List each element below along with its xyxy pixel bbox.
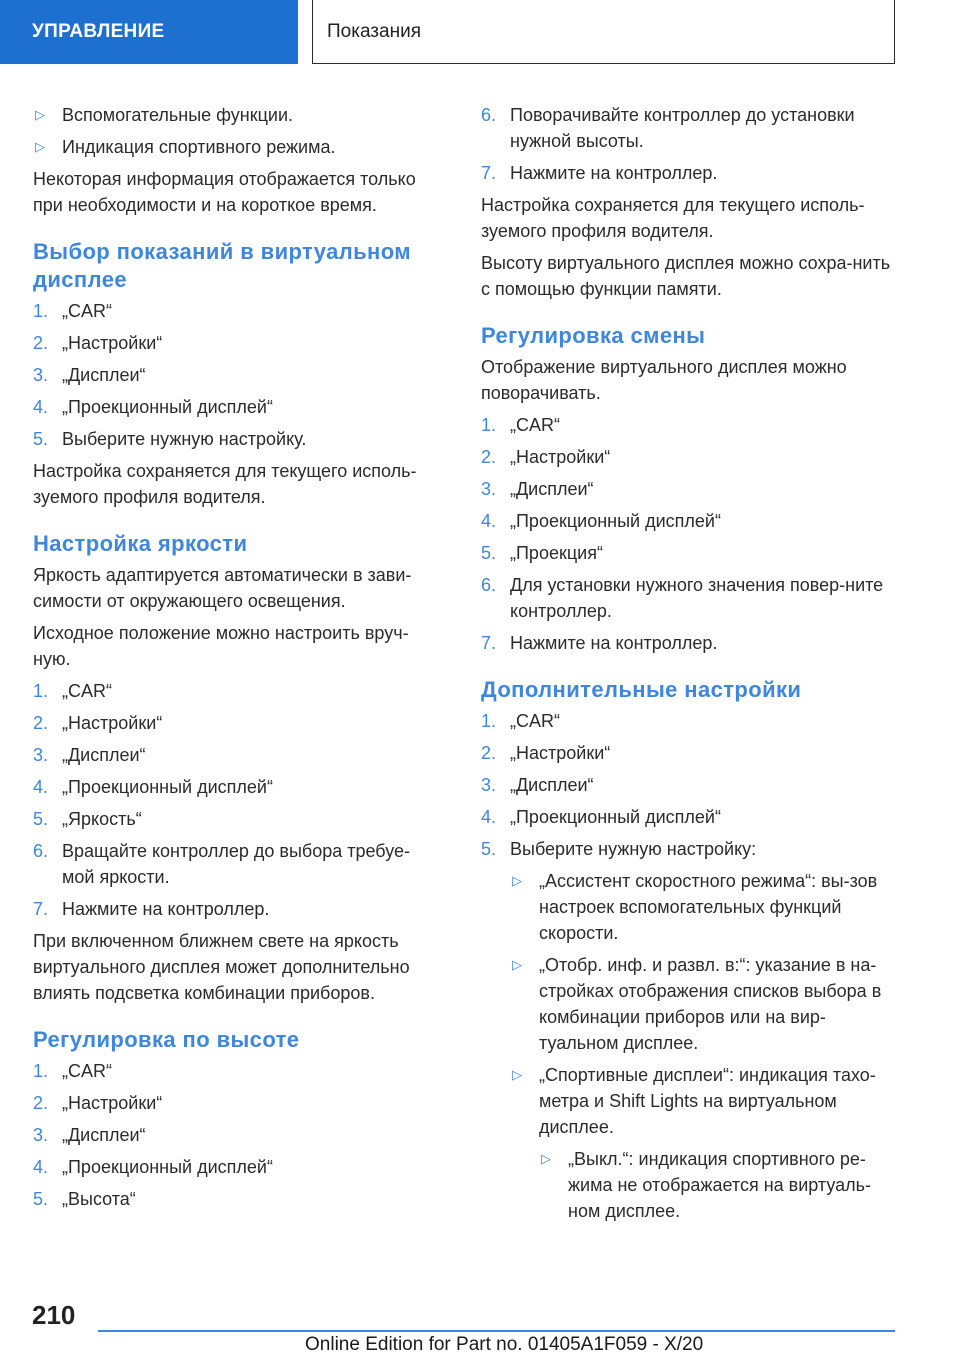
step-number: 4. <box>481 511 497 531</box>
paragraph: Настройка сохраняется для текущего исполь-зуемого профиля водителя. <box>481 195 865 241</box>
item-text: „Настройки“ <box>62 333 163 353</box>
section-heading: Регулировка смены <box>481 323 706 348</box>
numbered-step <box>33 896 438 922</box>
step-number: 3. <box>481 479 497 499</box>
item-text: Нажмите на контроллер. <box>510 163 718 183</box>
step-number: 2. <box>481 743 497 763</box>
step-number: 1. <box>33 681 49 701</box>
numbered-step <box>33 362 438 388</box>
numbered-step <box>33 1186 438 1212</box>
item-text: Выберите нужную настройку: <box>510 839 757 859</box>
numbered-step <box>33 1154 438 1180</box>
step-number: 7. <box>33 899 49 919</box>
paragraph: Высоту виртуального дисплея можно сохра-нить с помощью функции памяти. <box>481 253 891 299</box>
numbered-step <box>33 330 438 356</box>
numbered-step <box>33 1058 438 1084</box>
paragraph: При включенном ближнем свете на яркость виртуального дисплея может дополнительно влиять подсветка комбинации приборов. <box>33 931 410 1003</box>
numbered-step <box>481 708 901 734</box>
footer-divider <box>98 1330 895 1332</box>
step-number: 5. <box>33 429 49 449</box>
numbered-step <box>481 412 901 438</box>
item-text: „Проекция“ <box>510 543 603 563</box>
triangle-right-icon: ▷ <box>512 957 522 972</box>
item-text: „Дисплеи“ <box>62 1125 146 1145</box>
step-number: 2. <box>481 447 497 467</box>
numbered-step <box>33 806 438 832</box>
step-number: 2. <box>33 333 49 353</box>
numbered-step <box>481 160 901 186</box>
paragraph: Исходное положение можно настроить вруч-ную. <box>33 623 409 669</box>
step-number: 5. <box>33 809 49 829</box>
item-text: Нажмите на контроллер. <box>62 899 270 919</box>
item-text: „CAR“ <box>510 711 560 731</box>
step-number: 3. <box>33 1125 49 1145</box>
item-text: „Проекционный дисплей“ <box>62 777 273 797</box>
item-text: „CAR“ <box>510 415 560 435</box>
item-text: Выберите нужную настройку. <box>62 429 307 449</box>
item-text: „Дисплеи“ <box>510 775 594 795</box>
item-text: Вращайте контроллер до выбора требуе-мой яркости. <box>62 841 411 887</box>
item-text: „Проекционный дисплей“ <box>510 807 721 827</box>
numbered-step <box>481 630 901 656</box>
right-column <box>481 102 901 1230</box>
paragraph: Настройка сохраняется для текущего исполь-зуемого профиля водителя. <box>33 461 417 507</box>
step-number: 2. <box>33 1093 49 1113</box>
item-text: „Настройки“ <box>510 743 611 763</box>
numbered-step <box>33 774 438 800</box>
bullet-item <box>510 868 901 946</box>
item-text: „Дисплеи“ <box>510 479 594 499</box>
numbered-step <box>481 476 901 502</box>
numbered-step <box>33 394 438 420</box>
page-number: 210 <box>32 1300 76 1330</box>
step-number: 7. <box>481 163 497 183</box>
item-text: Индикация спортивного режима. <box>62 137 336 157</box>
footer-edition: Online Edition for Part no. 01405A1F059 - X/20 <box>305 1334 704 1355</box>
numbered-step <box>481 572 901 624</box>
step-number: 6. <box>33 841 49 861</box>
triangle-right-icon: ▷ <box>35 107 45 122</box>
numbered-step <box>481 772 901 798</box>
item-text: Вспомогательные функции. <box>62 105 294 125</box>
item-text: „Дисплеи“ <box>62 365 146 385</box>
section-title: УПРАВЛЕНИЕ <box>32 21 165 42</box>
item-text: „Спортивные дисплеи“: индикация тахо-метра и Shift Lights на виртуальном дисплее. <box>539 1065 876 1137</box>
numbered-step <box>33 298 438 324</box>
numbered-step <box>481 804 901 830</box>
item-text: „Настройки“ <box>62 713 163 733</box>
item-text: „Проекционный дисплей“ <box>62 397 273 417</box>
item-text: „Дисплеи“ <box>62 745 146 765</box>
step-number: 5. <box>481 839 497 859</box>
step-number: 4. <box>33 397 49 417</box>
numbered-step <box>33 678 438 704</box>
numbered-step <box>33 426 438 452</box>
triangle-right-icon: ▷ <box>35 139 45 154</box>
step-number: 4. <box>481 807 497 827</box>
bullet-item <box>33 102 438 128</box>
item-text: Поворачивайте контроллер до установки нужной высоты. <box>510 105 855 151</box>
numbered-step <box>481 102 901 154</box>
step-number: 1. <box>481 711 497 731</box>
triangle-right-icon: ▷ <box>512 1067 522 1082</box>
section-heading: Выбор показаний в виртуальном дисплее <box>33 239 411 292</box>
step-number: 1. <box>481 415 497 435</box>
item-text: „Отобр. инф. и развл. в:“: указание в на-стройках отображения списков выбора в комбинации приборов или на вир-туальном дисплее. <box>539 955 882 1053</box>
step-number: 5. <box>33 1189 49 1209</box>
section-heading: Дополнительные настройки <box>481 677 802 702</box>
numbered-step <box>481 740 901 766</box>
bullet-item <box>33 134 438 160</box>
step-number: 7. <box>481 633 497 653</box>
item-text: „Проекционный дисплей“ <box>510 511 721 531</box>
item-text: „Настройки“ <box>510 447 611 467</box>
item-text: „Выкл.“: индикация спортивного ре-жима не отображается на виртуаль-ном дисплее. <box>568 1149 872 1221</box>
item-text: „CAR“ <box>62 301 112 321</box>
numbered-step <box>33 1090 438 1116</box>
page-title: Показания <box>327 20 421 42</box>
left-column <box>33 102 438 1218</box>
item-text: Для установки нужного значения повер-ните контроллер. <box>510 575 884 621</box>
paragraph: Яркость адаптируется автоматически в зави-симости от окружающего освещения. <box>33 565 412 611</box>
step-number: 4. <box>33 1157 49 1177</box>
bullet-item <box>510 1062 901 1140</box>
step-number: 5. <box>481 543 497 563</box>
triangle-right-icon: ▷ <box>541 1151 551 1166</box>
item-text: „Высота“ <box>62 1189 136 1209</box>
numbered-step <box>33 1122 438 1148</box>
step-number: 6. <box>481 575 497 595</box>
section-heading: Регулировка по высоте <box>33 1027 300 1052</box>
section-heading: Настройка яркости <box>33 531 248 556</box>
numbered-step <box>33 710 438 736</box>
numbered-step <box>481 836 901 862</box>
step-number: 1. <box>33 301 49 321</box>
bullet-item <box>510 952 901 1056</box>
item-text: „CAR“ <box>62 681 112 701</box>
numbered-step <box>481 444 901 470</box>
numbered-step <box>33 838 438 890</box>
step-number: 4. <box>33 777 49 797</box>
item-text: „Яркость“ <box>62 809 142 829</box>
item-text: „Проекционный дисплей“ <box>62 1157 273 1177</box>
numbered-step <box>481 540 901 566</box>
step-number: 3. <box>33 365 49 385</box>
paragraph: Отображение виртуального дисплея можно поворачивать. <box>481 357 847 403</box>
triangle-right-icon: ▷ <box>512 873 522 888</box>
step-number: 1. <box>33 1061 49 1081</box>
paragraph: Некоторая информация отображается только при необходимости и на короткое время. <box>33 169 416 215</box>
item-text: Нажмите на контроллер. <box>510 633 718 653</box>
bullet-item <box>539 1146 901 1224</box>
numbered-step <box>33 742 438 768</box>
step-number: 3. <box>481 775 497 795</box>
item-text: „CAR“ <box>62 1061 112 1081</box>
numbered-step <box>481 508 901 534</box>
item-text: „Ассистент скоростного режима“: вы-зов настроек вспомогательных функций скорости. <box>539 871 878 943</box>
step-number: 2. <box>33 713 49 733</box>
step-number: 3. <box>33 745 49 765</box>
section-tab <box>0 0 298 64</box>
page-header <box>312 0 895 64</box>
step-number: 6. <box>481 105 497 125</box>
item-text: „Настройки“ <box>62 1093 163 1113</box>
